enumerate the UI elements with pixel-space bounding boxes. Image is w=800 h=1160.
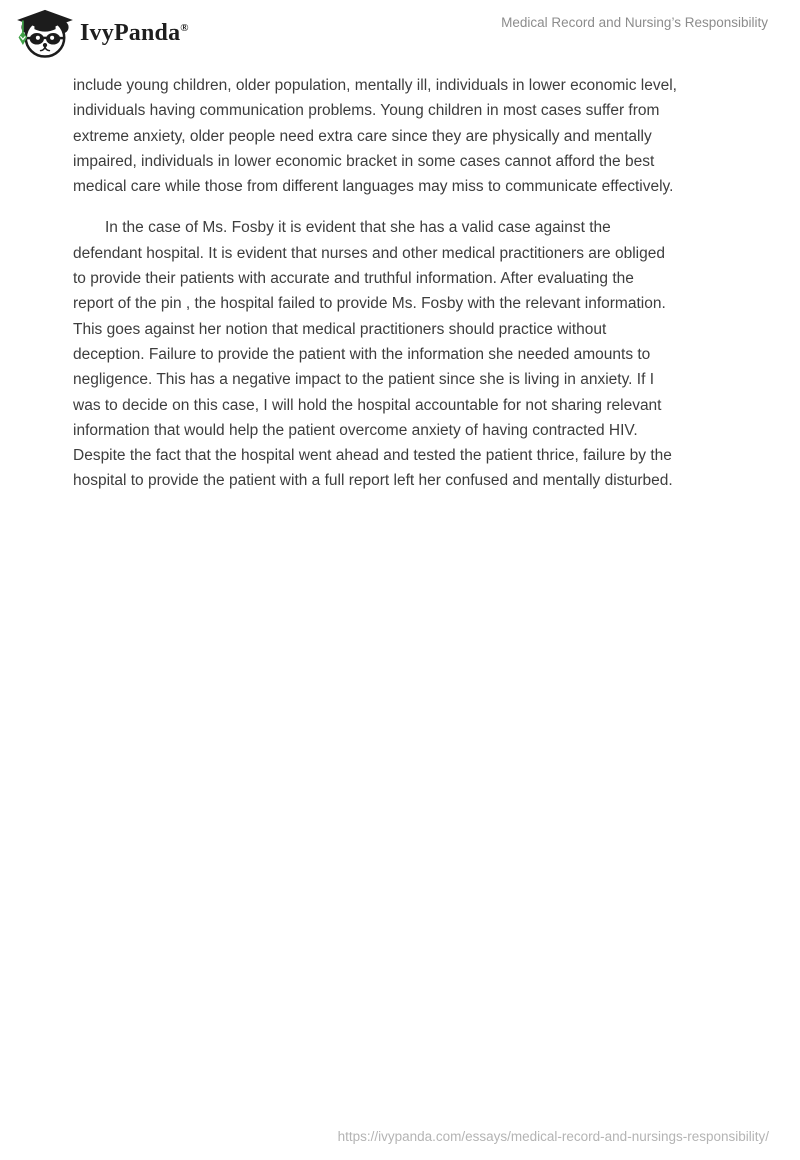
brand <box>14 8 189 58</box>
text-line: impaired, individuals in lower economic bracket in some cases cannot afford the best <box>73 152 655 170</box>
document-title: Medical Record and Nursing’s Responsibility <box>501 15 768 30</box>
text-line: include young children, older population, mentally ill, individuals in lower economic level, <box>73 77 677 94</box>
text-line: extreme anxiety, older people need extra care since they are physically and mentally <box>73 127 652 145</box>
page-footer <box>0 1126 800 1160</box>
brand-text: IvyPanda <box>80 19 181 46</box>
text-line: information that would help the patient overcome anxiety of having contracted HIV. <box>73 421 638 439</box>
source-url: https://ivypanda.com/essays/medical-record-and-nursings-responsibility/ <box>337 1129 769 1144</box>
paragraph <box>73 215 728 493</box>
text-line: In the case of Ms. Fosby it is evident that she has a valid case against the <box>105 219 611 237</box>
text-line: This goes against her notion that medical practitioners should practice without <box>73 320 607 338</box>
text-line: was to decide on this case, I will hold the hospital accountable for not sharing relevant <box>73 396 662 414</box>
page-header <box>0 0 800 62</box>
registered-trademark: ® <box>180 21 189 34</box>
text-line: individuals having communication problems. Young children in most cases suffer from <box>73 102 660 120</box>
text-line: Despite the fact that the hospital went ahead and tested the patient thrice, failure by the <box>73 447 672 465</box>
paragraph <box>73 73 728 199</box>
text-line: hospital to provide the patient with a full report left her confused and mentally disturbed. <box>73 472 673 490</box>
text-line: medical care while those from different languages may miss to communicate effectively. <box>73 178 674 196</box>
text-line: to provide their patients with accurate and truthful information. After evaluating the <box>73 270 634 288</box>
ivypanda-panda-logo-icon <box>14 8 76 58</box>
text-line: report of the pin , the hospital failed to provide Ms. Fosby with the relevant information. <box>73 295 666 313</box>
text-line: defendant hospital. It is evident that nurses and other medical practitioners are obliged <box>73 244 665 262</box>
text-line: negligence. This has a negative impact to the patient since she is living in anxiety. If I <box>73 371 655 389</box>
essay-body <box>73 73 728 510</box>
text-line: deception. Failure to provide the patient with the information she needed amounts to <box>73 345 651 363</box>
brand-name <box>80 20 189 47</box>
